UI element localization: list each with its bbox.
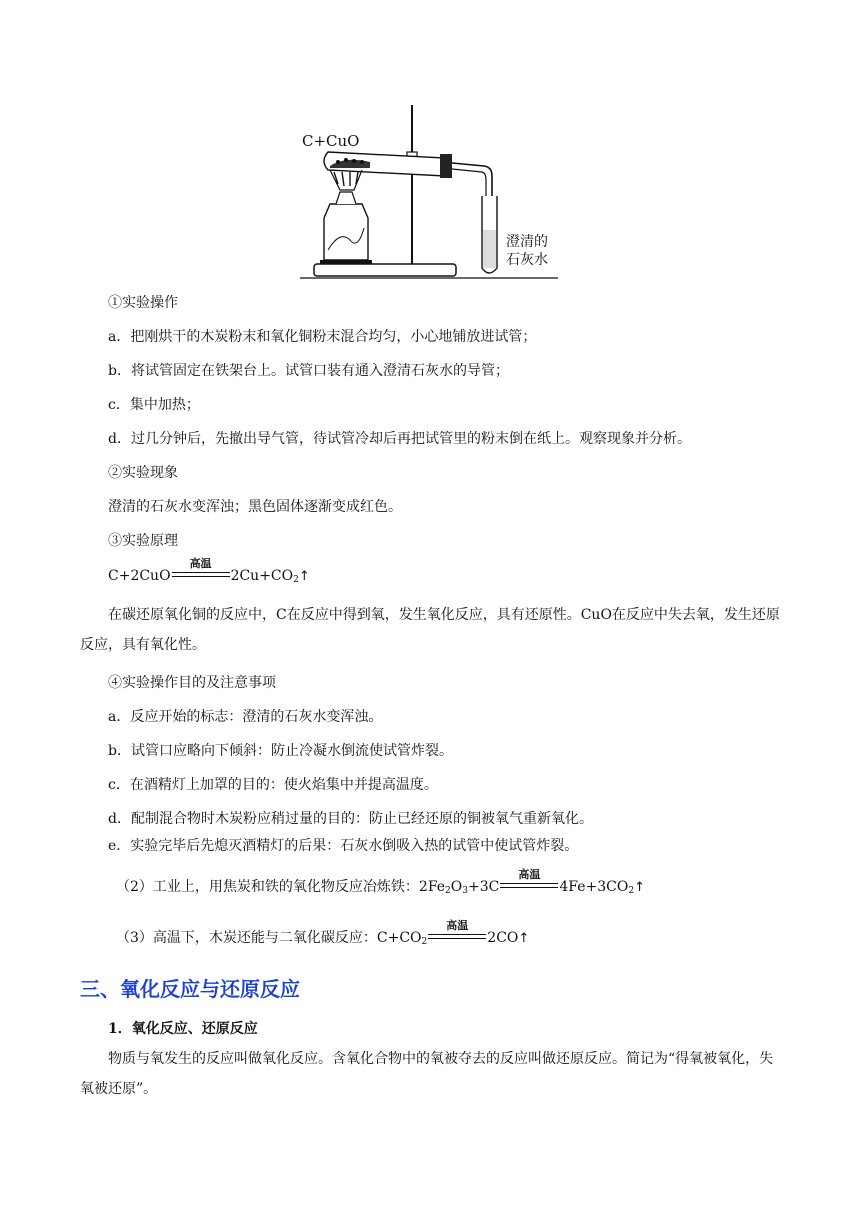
- alcohol-lamp: [320, 170, 372, 264]
- note-c: c．在酒精灯上加罩的目的：使火焰集中并提高温度。: [108, 777, 438, 793]
- prin-title: ③实验原理: [108, 533, 178, 549]
- label-limewater-1: 澄清的: [506, 234, 548, 250]
- op-d: d．过几分钟后，先撤出导气管，待试管冷却后再把试管里的粉末倒在纸上。观察现象并分析。: [108, 431, 691, 447]
- item-3: （3）高温下，木炭还能与二氧化碳反应：$C+CO_2$ 高温 2CO↑: [116, 919, 530, 947]
- section-heading: 三、氧化反应与还原反应: [80, 977, 300, 1001]
- op-c: c．集中加热；: [108, 397, 200, 413]
- equation-1: C+2CuO 高温 $2Cu+CO_2↑$: [108, 557, 310, 585]
- note-e: e．实验完毕后先熄灭酒精灯的后果：石灰水倒吸入热的试管中使试管炸裂。: [108, 838, 579, 854]
- subheading: 1．氧化反应、还原反应: [108, 1021, 258, 1037]
- item-2: （2）工业上，用焦炭和铁的氧化物反应冶炼铁：$2Fe_2O_3+3C$ 高温 $4Fe+3CO_2↑$: [116, 868, 645, 896]
- label-limewater-2: 石灰水: [506, 252, 548, 268]
- op-a: a．把刚烘干的木炭粉末和氧化铜粉末混合均匀，小心地铺放进试管；: [108, 329, 537, 345]
- note-b: b．试管口应略向下倾斜：防止冷凝水倒流使试管炸裂。: [108, 743, 453, 759]
- notes-title: ④实验操作目的及注意事项: [108, 675, 276, 691]
- stand-base: [314, 264, 456, 276]
- note-a: a．反应开始的标志：澄清的石灰水变浑浊。: [108, 709, 383, 725]
- apparatus-figure: [300, 100, 560, 282]
- op-title: ①实验操作: [108, 295, 178, 311]
- principle-paragraph: 在碳还原氧化铜的反应中，C在反应中得到氧，发生氧化反应，具有还原性。CuO在反应中失去氧，发生还原反应，具有氧化性。: [80, 607, 780, 653]
- phen-text: 澄清的石灰水变浑浊；黑色固体逐渐变成红色。: [108, 499, 402, 515]
- test-tube: [324, 152, 452, 178]
- op-b: b．将试管固定在铁架台上。试管口装有通入澄清石灰水的导管；: [108, 363, 509, 379]
- note-d: d．配制混合物时木炭粉应稍过量的目的：防止已经还原的铜被氧气重新氧化。: [108, 811, 593, 827]
- label-reactants: C+CuO: [302, 132, 360, 150]
- phen-title: ②实验现象: [108, 465, 178, 481]
- final-paragraph: 物质与氧发生的反应叫做氧化反应。含氧化合物中的氧被夺去的反应叫做还原反应。简记为“得氧被氧化，失氧被还原”。: [80, 1051, 774, 1097]
- limewater-tube: [482, 196, 497, 273]
